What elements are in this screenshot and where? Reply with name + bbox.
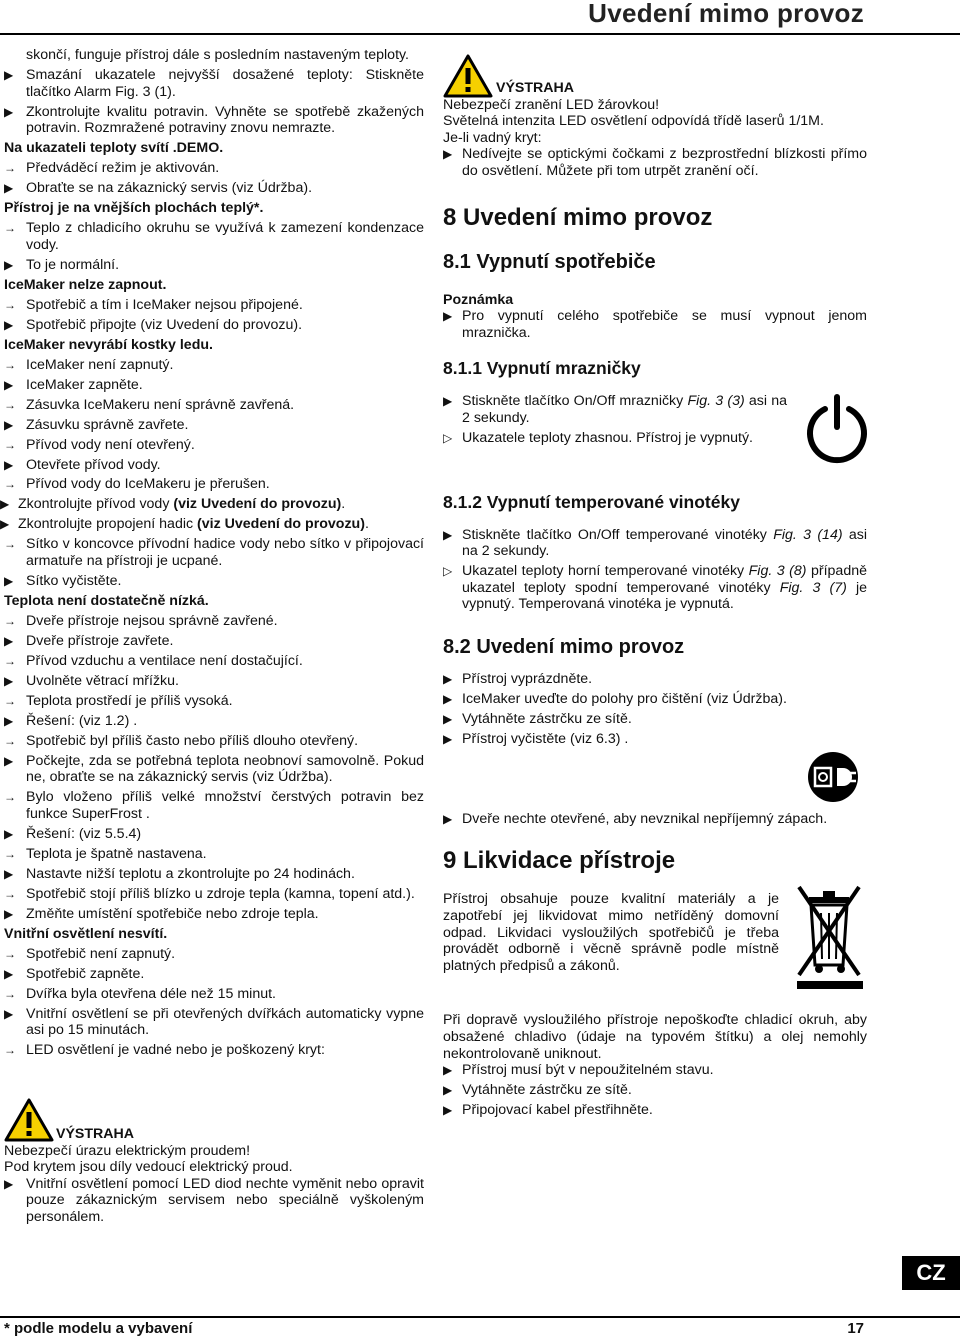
action-item: ▶ Řešení: (viz 5.5.4) bbox=[4, 826, 142, 843]
action-item: ▶ Zkontrolujte kvalitu potravin. Vyhněte se spotřebě zkažených potravin. Rozmražené potraviny znovu nemrazte. bbox=[4, 103, 424, 137]
action-item: ▶ Vnitřní osvětlení pomocí LED diod nechte vyměnit nebo opravit pouze zákaznickým servisem nebo speciálně vyškoleným personálem. bbox=[4, 1175, 424, 1225]
action-item: ▶ Spotřebič připojte (viz Uvedení do provozu). bbox=[4, 316, 303, 333]
warning-label: VÝSTRAHA bbox=[56, 1126, 135, 1142]
cause-item: → LED osvětlení je vadné nebo je poškozený kryt: bbox=[4, 1042, 325, 1059]
action-item: ▶ To je normální. bbox=[4, 256, 120, 273]
action-bullet-icon: ▶ bbox=[443, 1103, 453, 1118]
action-bullet-icon: ▶ bbox=[4, 457, 14, 472]
action-item: ▶ Řešení: (viz 1.2) . bbox=[4, 712, 138, 729]
action-bullet-icon: ▶ bbox=[4, 1006, 14, 1021]
action-item: ▶ Sítko vyčistěte. bbox=[4, 573, 122, 590]
paragraph: Při dopravě vysloužilého přístroje nepoškoďte chladicí okruh, aby obsažené chladivo (údaje na typovém štítku) a olej nemohly nekontrolovaně uniknout. bbox=[443, 1012, 867, 1062]
action-bullet-icon: ▶ bbox=[4, 753, 14, 768]
cause-item: → IceMaker není zapnutý. bbox=[4, 356, 174, 373]
cause-arrow-icon: → bbox=[4, 437, 16, 452]
cause-item: → Dveře přístroje nejsou správně zavřené. bbox=[4, 612, 278, 629]
action-item: ▶ Přístroj vyčistěte (viz 6.3) . bbox=[443, 730, 629, 747]
action-bullet-icon: ▶ bbox=[4, 417, 14, 432]
action-item: ▶ Vnitřní osvětlení se při otevřených dvířkách automaticky vypne asi po 15 minutách. bbox=[4, 1005, 424, 1039]
action-item: ▶ Dveře nechte otevřené, aby nevznikal nepříjemný zápach. bbox=[443, 810, 828, 827]
action-bullet-icon: ▶ bbox=[0, 517, 10, 532]
result-triangle-icon: ▷ bbox=[443, 564, 453, 579]
right-column bbox=[443, 80, 867, 1122]
action-bullet-icon: ▶ bbox=[4, 867, 14, 881]
fault-heading: Na ukazateli teploty svítí .DEMO. bbox=[4, 140, 224, 157]
section-heading: 8 Uvedení mimo provoz bbox=[443, 203, 713, 231]
cause-arrow-icon: → bbox=[4, 733, 16, 748]
action-item: ▶ Počkejte, zda se potřebná teplota neobnoví samovolně. Pokud ne, obraťte se na zákaznický servis (viz Údržba). bbox=[4, 752, 424, 786]
cause-arrow-icon: → bbox=[4, 847, 16, 862]
paragraph: Přístroj obsahuje pouze kvalitní materiály a je zapotřebí jej likvidovat mimo netříděný domovní odpad. Likvidaci vysloužilých spotřebičů je třeba provádět odborně i věcně správně podle místně platných předpisů a zákonů. bbox=[443, 891, 779, 974]
action-item: ▶ Otevřete přívod vody. bbox=[4, 456, 161, 473]
cause-item: → Spotřebič stojí příliš blízko u zdroje tepla (kamna, topení atd.). bbox=[4, 885, 415, 902]
cause-arrow-icon: → bbox=[4, 161, 16, 176]
action-bullet-icon: ▶ bbox=[4, 673, 14, 688]
action-bullet-icon: ▶ bbox=[4, 1176, 14, 1191]
fault-heading: Vnitřní osvětlení nesvítí. bbox=[4, 925, 168, 942]
cause-arrow-icon: → bbox=[4, 946, 16, 961]
action-item: ▶ Přístroj vyprázdněte. bbox=[443, 670, 593, 687]
action-bullet-icon: ▶ bbox=[443, 394, 453, 409]
cause-arrow-icon: → bbox=[4, 693, 16, 708]
result-item: ▷ Ukazatel teploty horní temperované vinotéky Fig. 3 (8) případně ukazatel teploty spodní temperované vinotéky Fig. 3 (7) je vypnutý. Temperovaná vinotéka je vypnutá. bbox=[443, 563, 868, 613]
action-bullet-icon: ▶ bbox=[443, 147, 453, 162]
language-badge: CZ bbox=[902, 1256, 960, 1290]
action-bullet-icon: ▶ bbox=[0, 497, 10, 512]
action-bullet-icon: ▶ bbox=[4, 67, 14, 82]
warning-label: VÝSTRAHA bbox=[496, 80, 575, 96]
subsection-heading: 8.2 Uvedení mimo provoz bbox=[443, 635, 685, 658]
left-column bbox=[0, 47, 424, 1062]
action-item: ▶ Zásuvku správně zavřete. bbox=[4, 416, 189, 433]
action-item: ▶ Dveře přístroje zavřete. bbox=[4, 632, 174, 649]
weee-bin-icon bbox=[795, 883, 865, 991]
cause-item: → Přívod vody není otevřený. bbox=[4, 436, 195, 453]
action-item: ▶ Vytáhněte zástrčku ze sítě. bbox=[443, 1082, 632, 1099]
cause-arrow-icon: → bbox=[4, 790, 16, 805]
subsection-heading: 8.1.2 Vypnutí temperované vinotéky bbox=[443, 491, 740, 512]
cause-item: → Spotřebič není zapnutý. bbox=[4, 945, 176, 962]
cause-item: → Předváděcí režim je aktivován. bbox=[4, 160, 220, 177]
cause-arrow-icon: → bbox=[4, 221, 16, 236]
subsection-heading: 8.1.1 Vypnutí mrazničky bbox=[443, 358, 641, 379]
action-item: ▶ Změňte umístění spotřebiče nebo zdroje tepla. bbox=[4, 905, 319, 922]
cause-item: → Teplota je špatně nastavena. bbox=[4, 846, 207, 863]
cause-arrow-icon: → bbox=[4, 886, 16, 901]
action-item: ▶ Vytáhněte zástrčku ze sítě. bbox=[443, 710, 632, 727]
action-item: ▶ Nastavte nižší teplotu a zkontrolujte po 24 hodinách. bbox=[4, 866, 355, 882]
action-bullet-icon: ▶ bbox=[4, 317, 14, 332]
cause-arrow-icon: → bbox=[4, 297, 16, 312]
action-item: ▶ Pro vypnutí celého spotřebiče se musí vypnout jenom mraznička. bbox=[443, 308, 867, 341]
action-bullet-icon: ▶ bbox=[443, 811, 453, 826]
action-bullet-icon: ▶ bbox=[443, 671, 453, 686]
cause-item: → Přívod vzduchu a ventilace není dostačující. bbox=[4, 652, 303, 669]
note-label: Poznámka bbox=[443, 291, 514, 308]
action-item: ▶ IceMaker uveďte do polohy pro čištění (viz Údržba). bbox=[443, 690, 787, 707]
cause-arrow-icon: → bbox=[4, 1043, 16, 1058]
action-item: ▶ Připojovací kabel přestřihněte. bbox=[443, 1102, 653, 1119]
action-item: ▶ IceMaker zapněte. bbox=[4, 376, 143, 393]
warning-triangle-icon bbox=[4, 1098, 54, 1142]
action-bullet-icon: ▶ bbox=[4, 827, 14, 842]
cause-item: → Přívod vody do IceMakeru je přerušen. bbox=[4, 476, 270, 493]
cause-item: → Spotřebič byl příliš často nebo příliš dlouho otevřený. bbox=[4, 732, 359, 749]
cause-arrow-icon: → bbox=[4, 653, 16, 668]
action-bullet-icon: ▶ bbox=[443, 1063, 453, 1078]
warning-text: Nebezpečí úrazu elektrickým proudem! bbox=[4, 1142, 251, 1159]
fault-heading: IceMaker nevyrábí kostky ledu. bbox=[4, 336, 213, 353]
result-item: ▷ Ukazatele teploty zhasnou. Přístroj je vypnutý. bbox=[443, 429, 753, 446]
action-item: ▶ Stiskněte tlačítko On/Off temperované vinotéky Fig. 3 (14) asi na 2 sekundy. bbox=[443, 526, 867, 560]
disposal-intro bbox=[443, 891, 867, 974]
action-item: ▶ Smazání ukazatele nejvyšší dosažené teploty: Stiskněte tlačítko Alarm Fig. 3 (1). bbox=[4, 66, 424, 100]
cause-arrow-icon: → bbox=[4, 357, 16, 372]
fault-heading: Přístroj je na vnějších plochách teplý*. bbox=[4, 200, 264, 217]
header-rule bbox=[0, 33, 960, 35]
electric-warning bbox=[4, 1098, 424, 1229]
action-bullet-icon: ▶ bbox=[4, 181, 14, 196]
cause-arrow-icon: → bbox=[4, 537, 16, 552]
action-item: ▶ Obraťte se na zákaznický servis (viz Údržba). bbox=[4, 180, 313, 197]
action-item: ▶ Zkontrolujte propojení hadic (viz Uvedení do provozu). bbox=[0, 516, 369, 533]
page-header-title: Uvedení mimo provoz bbox=[588, 0, 864, 28]
warning-text: Světelná intenzita LED osvětlení odpovídá třídě laserů 1/1M. bbox=[443, 113, 824, 130]
cause-item: → Spotřebič a tím i IceMaker nejsou připojené. bbox=[4, 296, 303, 313]
fault-heading: IceMaker nelze zapnout. bbox=[4, 276, 167, 293]
cause-item: → Zásuvka IceMakeru není správně zavřená. bbox=[4, 396, 295, 413]
action-bullet-icon: ▶ bbox=[443, 1083, 453, 1098]
footer-note: * podle modelu a vybavení bbox=[4, 1320, 193, 1337]
action-bullet-icon: ▶ bbox=[443, 309, 453, 324]
action-item: ▶ Uvolněte větrací mřížku. bbox=[4, 672, 179, 689]
cause-arrow-icon: → bbox=[4, 986, 16, 1001]
subsection-heading: 8.1 Vypnutí spotřebiče bbox=[443, 250, 656, 273]
action-bullet-icon: ▶ bbox=[443, 731, 453, 746]
action-item: ▶ Přístroj musí být v nepoužitelném stavu. bbox=[443, 1062, 714, 1079]
warning-text: Nebezpečí zranění LED žárovkou! bbox=[443, 96, 660, 113]
action-bullet-icon: ▶ bbox=[4, 104, 14, 119]
action-bullet-icon: ▶ bbox=[443, 691, 453, 706]
action-bullet-icon: ▶ bbox=[4, 966, 14, 981]
power-icon bbox=[805, 393, 869, 465]
action-bullet-icon: ▶ bbox=[4, 906, 14, 921]
cause-arrow-icon: → bbox=[4, 397, 16, 412]
cause-arrow-icon: → bbox=[4, 613, 16, 628]
cause-item: → Teplo z chladicího okruhu se využívá k zamezení kondenzace vody. bbox=[4, 220, 424, 253]
warning-text: Je-li vadný kryt: bbox=[443, 129, 542, 146]
cause-item: → Teplota prostředí je příliš vysoká. bbox=[4, 692, 233, 709]
action-bullet-icon: ▶ bbox=[443, 527, 453, 542]
action-bullet-icon: ▶ bbox=[4, 713, 14, 728]
warning-text: Pod krytem jsou díly vedoucí elektrický proud. bbox=[4, 1159, 293, 1176]
action-item: ▶ Spotřebič zapněte. bbox=[4, 965, 145, 982]
action-item: ▶ Zkontrolujte přívod vody (viz Uvedení do provozu). bbox=[0, 496, 346, 513]
action-item: ▶ Nedívejte se optickými čočkami z bezprostřední blízkosti přímo do osvětlení. Můžete při tom utrpět zranění očí. bbox=[443, 146, 867, 179]
action-bullet-icon: ▶ bbox=[443, 711, 453, 726]
footer-rule bbox=[0, 1316, 960, 1318]
cause-item: → Sítko v koncovce přívodní hadice vody nebo sítko v připojovací armatuře na přístroji je ucpané. bbox=[4, 536, 424, 570]
cause-item: → Bylo vloženo příliš velké množství čerstvých potravin bez funkce SuperFrost . bbox=[4, 789, 424, 823]
action-bullet-icon: ▶ bbox=[4, 633, 14, 648]
page-number: 17 bbox=[847, 1320, 864, 1337]
action-bullet-icon: ▶ bbox=[4, 257, 14, 272]
action-item: ▶ Stiskněte tlačítko On/Off mrazničky Fig. 3 (3) asi na 2 sekundy. bbox=[443, 393, 787, 426]
action-bullet-icon: ▶ bbox=[4, 574, 14, 589]
action-bullet-icon: ▶ bbox=[4, 377, 14, 392]
cause-item: → Dvířka byla otevřena déle než 15 minut. bbox=[4, 985, 276, 1002]
unplug-icon bbox=[807, 751, 859, 803]
freezer-off-steps bbox=[443, 393, 867, 446]
cause-arrow-icon: → bbox=[4, 477, 16, 492]
section-heading: 9 Likvidace přístroje bbox=[443, 847, 676, 875]
fault-heading: Teplota není dostatečně nízká. bbox=[4, 593, 209, 609]
text-line: skončí, funguje přístroj dále s posledním nastaveným teploty. bbox=[26, 47, 409, 63]
result-triangle-icon: ▷ bbox=[443, 430, 453, 445]
